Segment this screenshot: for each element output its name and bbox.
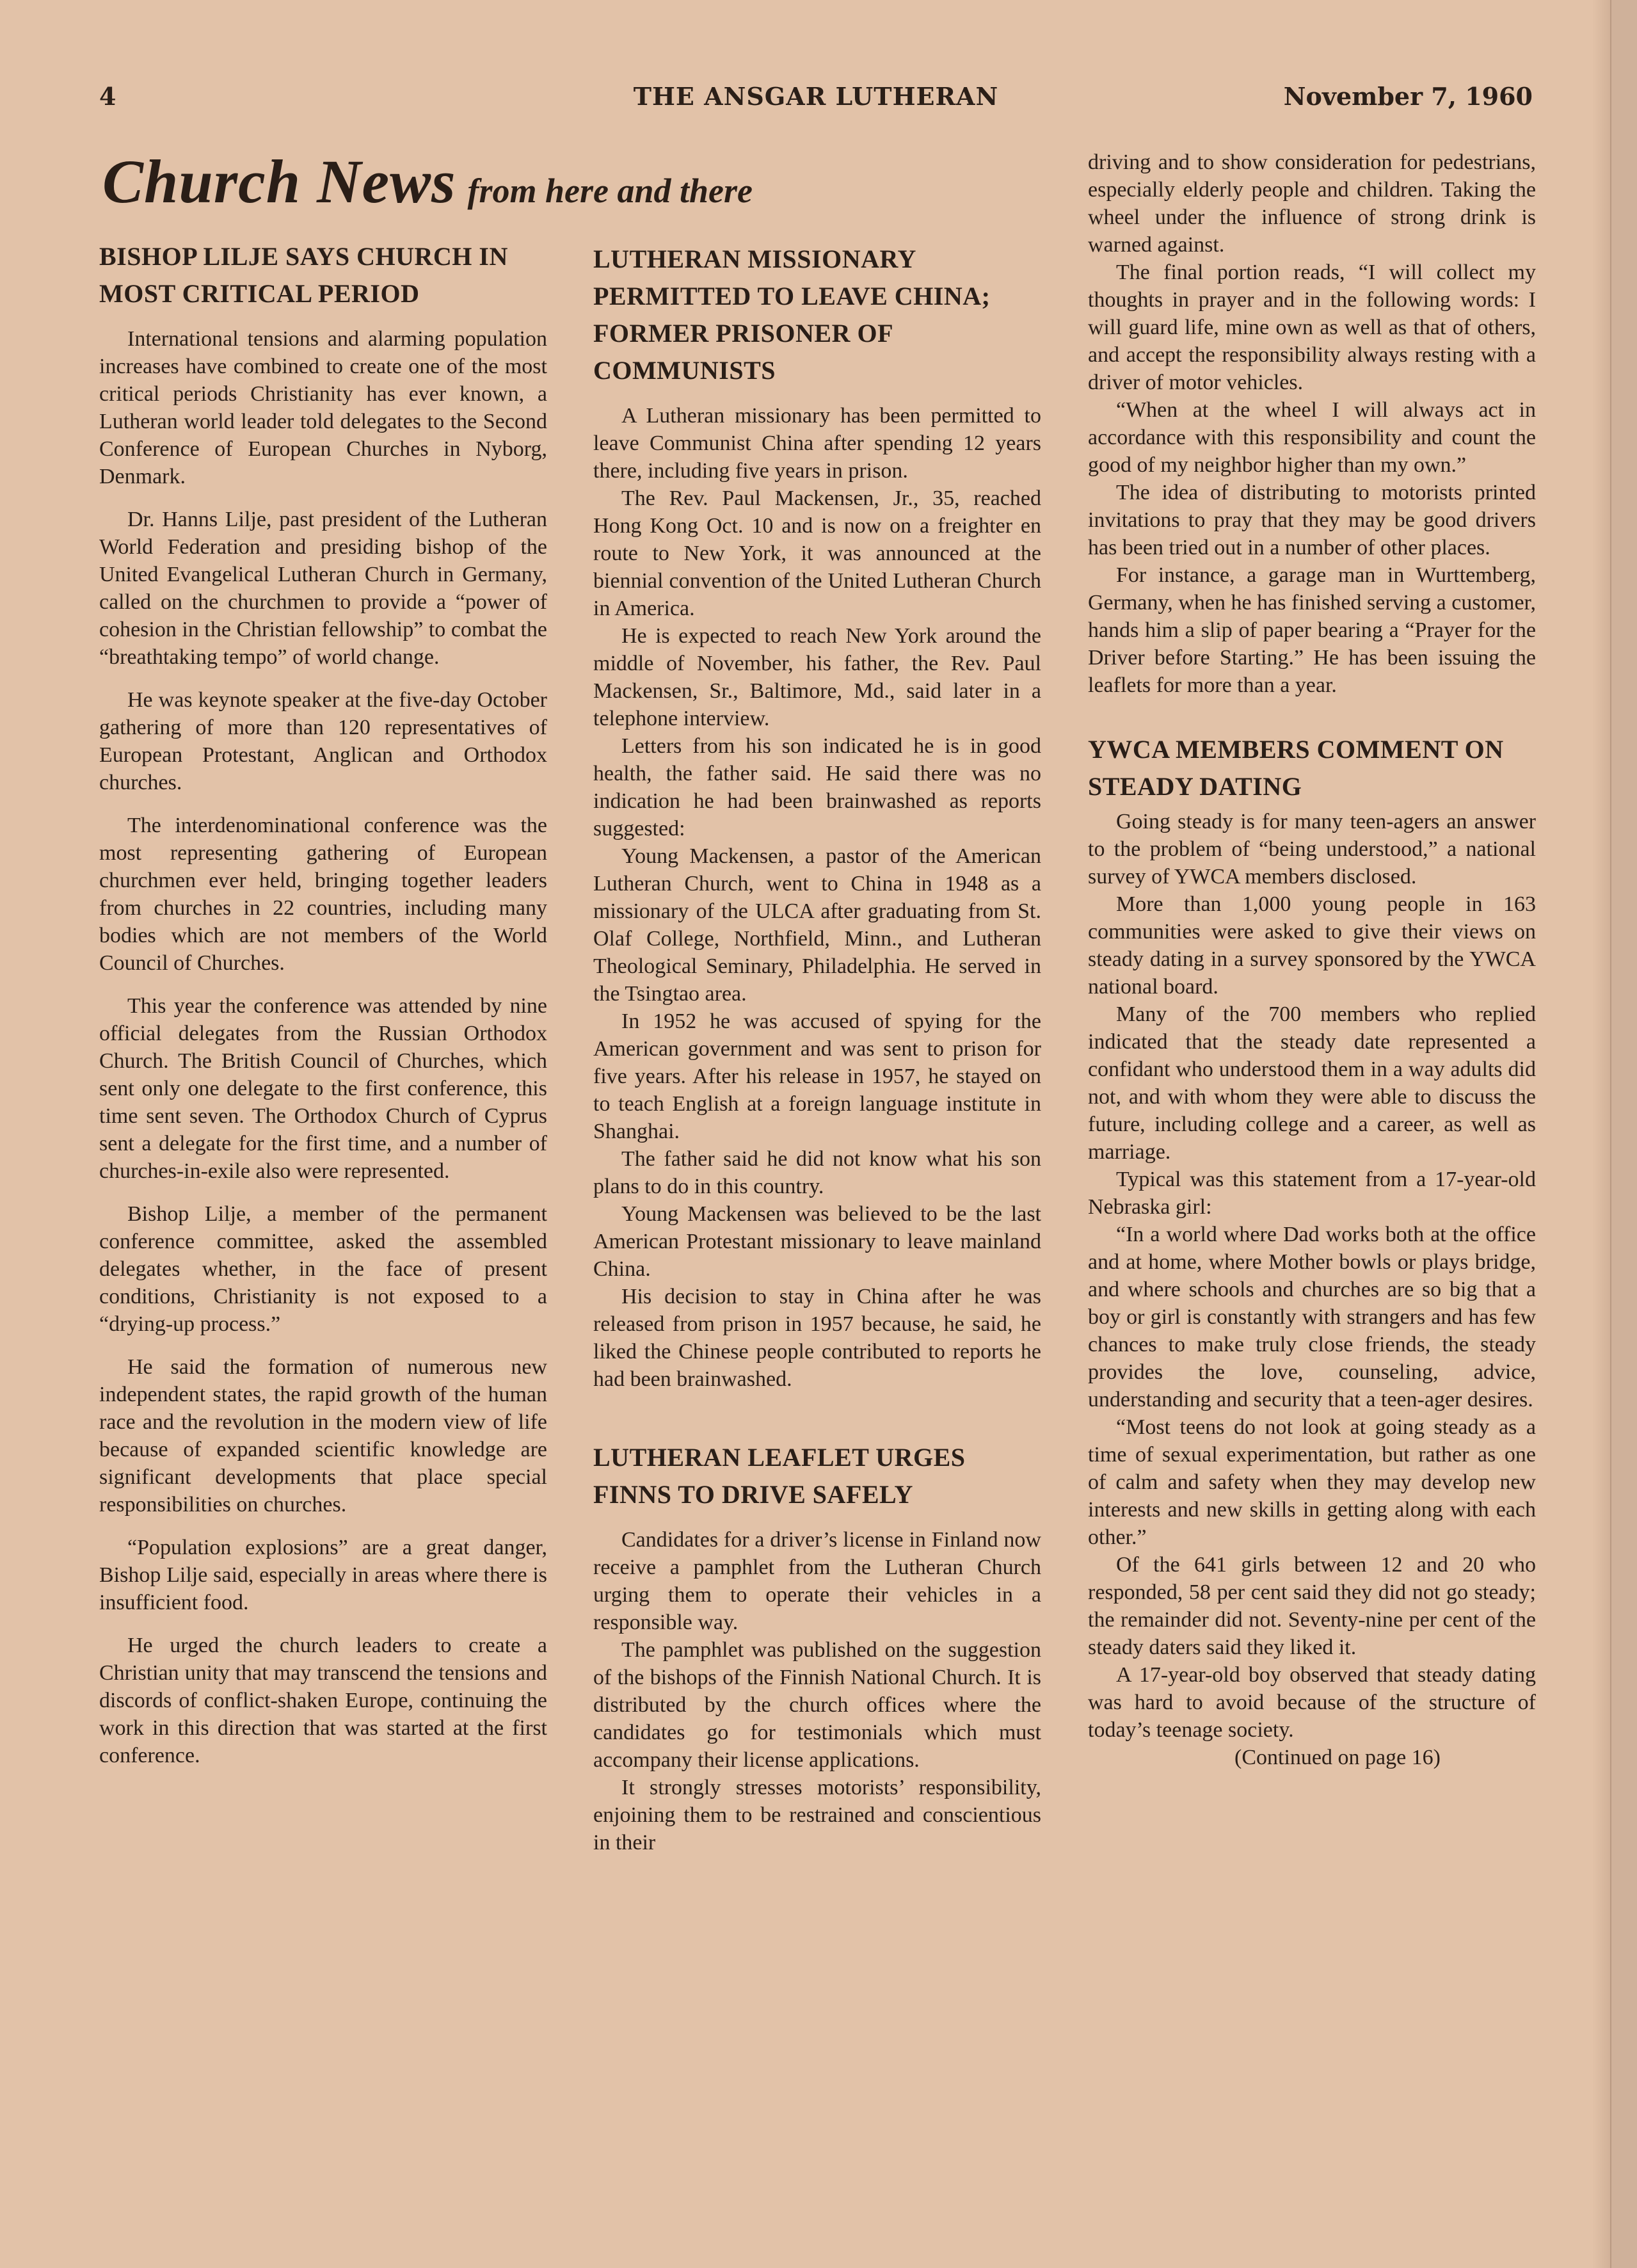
article-paragraph: Candidates for a driver’s license in Finland now receive a pamphlet from the Lutheran Church urging them to operate their vehicles in a responsible way. bbox=[593, 1528, 1041, 1634]
article-paragraph: Many of the 700 members who replied indicated that the steady date represented a confidant who understood them in a way adults did not, and with whom they were able to discuss the future, including college and a career, as well as marriage. bbox=[1088, 1002, 1536, 1164]
article-paragraph: Young Mackensen, a pastor of the American Lutheran Church, went to China in 1948 as a missionary of the ULCA after graduating from St. Olaf College, Northfield, Minn., and Lutheran Theological Seminary, Philadelphia. He served in the Tsingtao area. bbox=[593, 844, 1041, 1006]
page-header bbox=[99, 82, 1533, 120]
article-separator bbox=[1088, 699, 1536, 731]
article-paragraph: Of the 641 girls between 12 and 20 who responded, 58 per cent said they did not go steady; the remainder did not. Seventy-nine per cent of the steady daters said they liked it. bbox=[1088, 1553, 1536, 1659]
article-paragraph: More than 1,000 young people in 163 communities were asked to give their views on steady dating in a survey sponsored by the YWCA national board. bbox=[1088, 892, 1536, 999]
article-paragraph: He urged the church leaders to create a Christian unity that may transcend the tensions and discords of conflict-shaken Europe, continuing the work in this direction that was started at the first conference. bbox=[99, 1634, 547, 1767]
article-paragraph: A 17-year-old boy observed that steady dating was hard to avoid because of the structure of today’s teenage society. bbox=[1088, 1663, 1536, 1742]
page-edge-shadow bbox=[1592, 0, 1611, 2268]
article-paragraph: International tensions and alarming population increases have combined to create one of the most critical periods Christianity has ever known, a Lutheran world leader told delegates to the Second Conference of European Churches in Nyborg, Denmark. bbox=[99, 327, 547, 488]
article-paragraph: The father said he did not know what his son plans to do in this country. bbox=[593, 1147, 1041, 1198]
page-edge bbox=[1610, 0, 1637, 2268]
article-paragraph: “When at the wheel I will always act in accordance with this responsibility and count the good of my neighbor higher than my own.” bbox=[1088, 398, 1536, 477]
article-paragraph: The interdenominational conference was the most representing gathering of European churchmen ever held, bringing together leaders from churches in 22 countries, including many bodies which are not members of the World Council of Churches. bbox=[99, 814, 547, 975]
article-paragraph: Going steady is for many teen-agers an answer to the problem of “being understood,” a national survey of YWCA members disclosed. bbox=[1088, 810, 1536, 889]
article-paragraph: The final portion reads, “I will collect my thoughts in prayer and in the following words: I will guard life, mine own as well as that of others, and accept the responsibility always resting with a driver of motor vehicles. bbox=[1088, 261, 1536, 394]
article-paragraph: For instance, a garage man in Wurttemberg, Germany, when he has finished serving a customer, hands him a slip of paper bearing a “Prayer for the Driver before Starting.” He has been issuing the leaflets for more than a year. bbox=[1088, 563, 1536, 697]
article-paragraph: The Rev. Paul Mackensen, Jr., 35, reached Hong Kong Oct. 10 and is now on a freighter en route to New York, it was announced at the biennial convention of the United Lutheran Church in America. bbox=[593, 487, 1041, 620]
article-paragraph: Young Mackensen was believed to be the last American Protestant missionary to leave mainland China. bbox=[593, 1202, 1041, 1281]
article-headline: YWCA MEMBERS COMMENT ON STEADY DATING bbox=[1088, 735, 1504, 801]
article-paragraph: driving and to show consideration for pedestrians, especially elderly people and children. Taking the wheel under the influence of strong drink is warned against. bbox=[1088, 150, 1536, 257]
page-number: 4 bbox=[99, 82, 116, 111]
publication-name: THE ANSGAR LUTHERAN bbox=[633, 82, 999, 111]
article-paragraph: “Most teens do not look at going steady as a time of sexual experimentation, but rather as one of calm and safety when they may develop new interests and new skills in getting along with each other.” bbox=[1088, 1415, 1536, 1549]
column-2 bbox=[593, 241, 1041, 1856]
article-headline: BISHOP LILJE SAYS CHURCH IN MOST CRITICAL PERIOD bbox=[99, 242, 508, 308]
article-paragraph: “In a world where Dad works both at the office and at home, where Mother bowls or plays bridge, and where schools and churches are so big that a boy or girl is constantly with strangers and has few chances to make truly close friends, the steady provides the love, counseling, advice, understanding and security that a teen-ager desires. bbox=[1088, 1223, 1536, 1411]
article-paragraph: Bishop Lilje, a member of the permanent conference committee, asked the assembled delegates whether, in the face of present conditions, Christianity is not exposed to a “drying-up process.” bbox=[99, 1202, 547, 1336]
article-paragraph: In 1952 he was accused of spying for the American government and was sent to prison for five years. After his release in 1957, he stayed on to teach English at a foreign language institute in Shanghai. bbox=[593, 1009, 1041, 1143]
article-headline: LUTHERAN MISSIONARY PERMITTED TO LEAVE CHINA; FORMER PRISONER OF COMMUNISTS bbox=[593, 245, 991, 385]
article-paragraph: His decision to stay in China after he was released from prison in 1957 because, he said, he liked the Chinese people contributed to reports he had been brainwashed. bbox=[593, 1285, 1041, 1391]
article-paragraph: Typical was this statement from a 17-year-old Nebraska girl: bbox=[1088, 1168, 1536, 1219]
article-paragraph: Dr. Hanns Lilje, past president of the Lutheran World Federation and presiding bishop of the United Evangelical Lutheran Church in Germany, called on the churchmen to provide a “power of cohesion in the Christian fellowship” to combat the “breathtaking tempo” of world change. bbox=[99, 508, 547, 669]
article-headline: LUTHERAN LEAFLET URGES FINNS TO DRIVE SAFELY bbox=[593, 1443, 966, 1509]
article-paragraph: A Lutheran missionary has been permitted to leave Communist China after spending 12 years there, including five years in prison. bbox=[593, 404, 1041, 483]
section-masthead bbox=[102, 146, 753, 223]
article-separator bbox=[593, 1393, 1041, 1439]
section-subtitle: from here and there bbox=[467, 172, 753, 210]
article-paragraph: The idea of distributing to motorists printed invitations to pray that they may be good drivers has been tried out in a number of other places. bbox=[1088, 481, 1536, 559]
article-paragraph: It strongly stresses motorists’ responsibility, enjoining them to be restrained and conscientious in their bbox=[593, 1776, 1041, 1854]
article-paragraph: He is expected to reach New York around the middle of November, his father, the Rev. Paul Mackensen, Sr., Baltimore, Md., said later in a telephone interview. bbox=[593, 624, 1041, 730]
continuation-note: (Continued on page 16) bbox=[1234, 1746, 1441, 1769]
article-paragraph: This year the conference was attended by nine official delegates from the Russian Orthodox Church. The British Council of Churches, which sent only one delegate to the first conference, this time sent seven. The Orthodox Church of Cyprus sent a delegate for the first time, and a number of churches-in-exile also were represented. bbox=[99, 994, 547, 1183]
article-paragraph: He said the formation of numerous new independent states, the rapid growth of the human race and the revolution in the modern view of life because of expanded scientific knowledge are significant developments that place special responsibilities on churches. bbox=[99, 1355, 547, 1516]
section-title: Church News bbox=[102, 147, 456, 216]
article-paragraph: He was keynote speaker at the five-day October gathering of more than 120 representatives of European Protestant, Anglican and Orthodox churches. bbox=[99, 688, 547, 794]
article-paragraph: The pamphlet was published on the suggestion of the bishops of the Finnish National Church. It is distributed by the church offices where the candidates go for testimonials which must accompany their license applications. bbox=[593, 1638, 1041, 1772]
issue-date: November 7, 1960 bbox=[1283, 82, 1533, 111]
article-paragraph: “Population explosions” are a great danger, Bishop Lilje said, especially in areas where there is insufficient food. bbox=[99, 1536, 547, 1614]
article-paragraph: Letters from his son indicated he is in good health, the father said. He said there was no indication he had been brainwashed as reports suggested: bbox=[593, 734, 1041, 840]
column-3 bbox=[1088, 149, 1536, 1771]
column-1 bbox=[99, 238, 547, 1769]
